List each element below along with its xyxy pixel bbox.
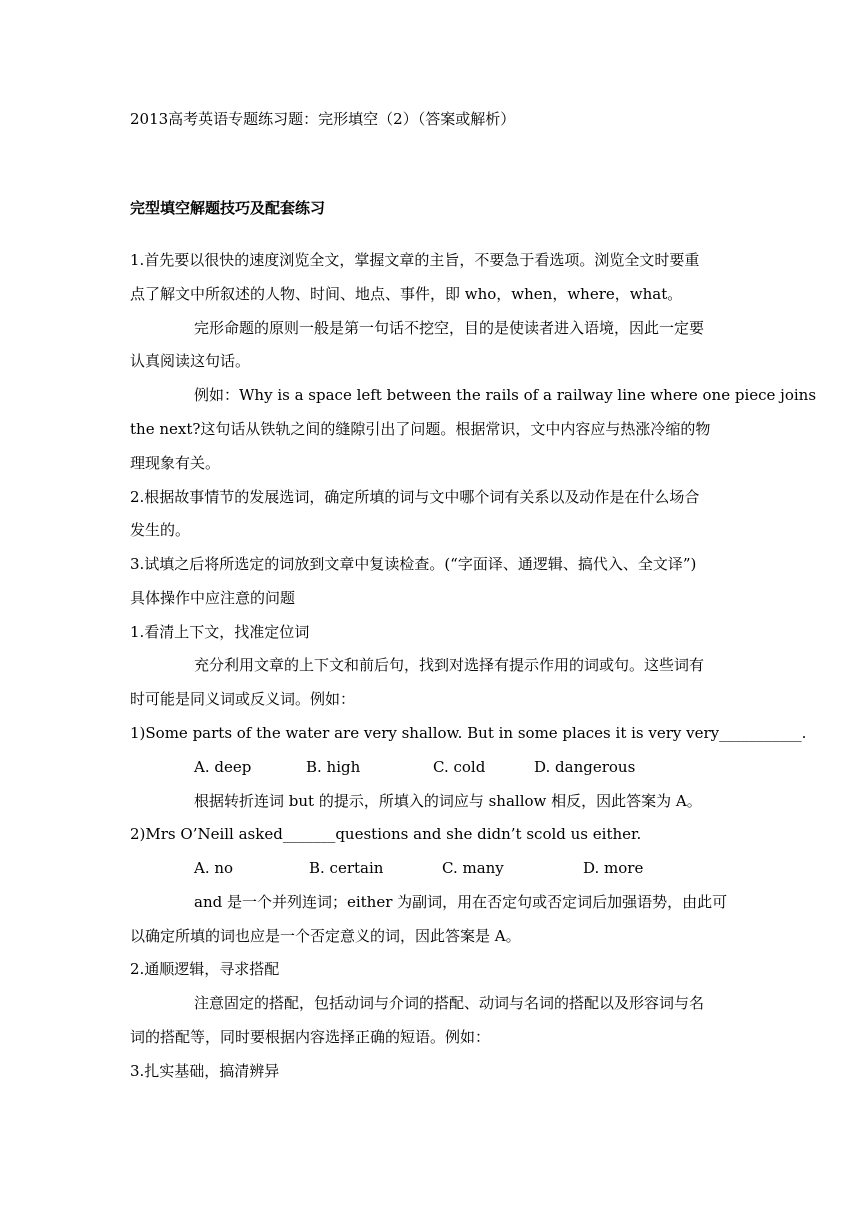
paragraph-line: 点了解文中所叙述的人物、时间、地点、事件，即 who，when，where，what。 (130, 285, 683, 303)
question-1-option-a: A. deep (194, 758, 252, 776)
paragraph-line: 完形命题的原则一般是第一句话不挖空，目的是使读者进入语境，因此一定要 (194, 319, 705, 337)
question-1-option-d: D. dangerous (534, 758, 636, 776)
paragraph-line: 词的搭配等，同时要根据内容选择正确的短语。例如： (130, 1028, 491, 1046)
question-1-option-c: C. cold (433, 758, 486, 776)
paragraph-line: 时可能是同义词或反义词。例如： (130, 690, 356, 708)
question-1-option-b: B. high (306, 758, 361, 776)
question-2-option-c: C. many (442, 859, 504, 877)
paragraph-line: the next?这句话从铁轨之间的缝隙引出了问题。根据常识，文中内容应与热涨冷缩的物 (130, 420, 711, 438)
paragraph-line: 理现象有关。 (130, 454, 221, 472)
paragraph-line: 发生的。 (130, 521, 191, 539)
question-2-option-a: A. no (194, 859, 234, 877)
paragraph-line: 3.扎实基础，搞清辨异 (130, 1062, 280, 1080)
document-title: 2013高考英语专题练习题：完形填空（2）（答案或解析） (130, 110, 516, 128)
paragraph-line: 3.试填之后将所选定的词放到文章中复读检查。(“字面译、通逻辑、搞代入、全文译”) (130, 555, 697, 573)
question-2: 2)Mrs O’Neill asked_______questions and she didn’t scold us either. (130, 825, 642, 843)
paragraph-line: 具体操作中应注意的问题 (130, 589, 296, 607)
paragraph-line: 2.根据故事情节的发展选词，确定所填的词与文中哪个词有关系以及动作是在什么场合 (130, 488, 700, 506)
question-2-note: 以确定所填的词也应是一个否定意义的词，因此答案是 A。 (130, 927, 521, 945)
question-2-option-b: B. certain (309, 859, 384, 877)
paragraph-line: 充分利用文章的上下文和前后句，找到对选择有提示作用的词或句。这些词有 (194, 656, 705, 674)
paragraph-line: 2.通顺逻辑，寻求搭配 (130, 960, 280, 978)
paragraph-line: 认真阅读这句话。 (130, 352, 251, 370)
question-2-note: and 是一个并列连词；either 为副词，用在否定句或否定词后加强语势，由此可 (194, 893, 728, 911)
question-2-option-d: D. more (583, 859, 644, 877)
paragraph-line: 注意固定的搭配，包括动词与介词的搭配、动词与名词的搭配以及形容词与名 (194, 994, 705, 1012)
paragraph-line: 例如：Why is a space left between the rails of a railway line where one piece joins (194, 386, 817, 404)
question-1: 1)Some parts of the water are very shallow. But in some places it is very very___________. (130, 724, 807, 742)
paragraph-line: 1.看清上下文，找准定位词 (130, 623, 310, 641)
section-heading: 完型填空解题技巧及配套练习 (130, 199, 326, 217)
paragraph-line: 1.首先要以很快的速度浏览全文，掌握文章的主旨，不要急于看选项。浏览全文时要重 (130, 251, 700, 269)
question-1-note: 根据转折连词 but 的提示，所填入的词应与 shallow 相反，因此答案为 A。 (194, 792, 702, 810)
